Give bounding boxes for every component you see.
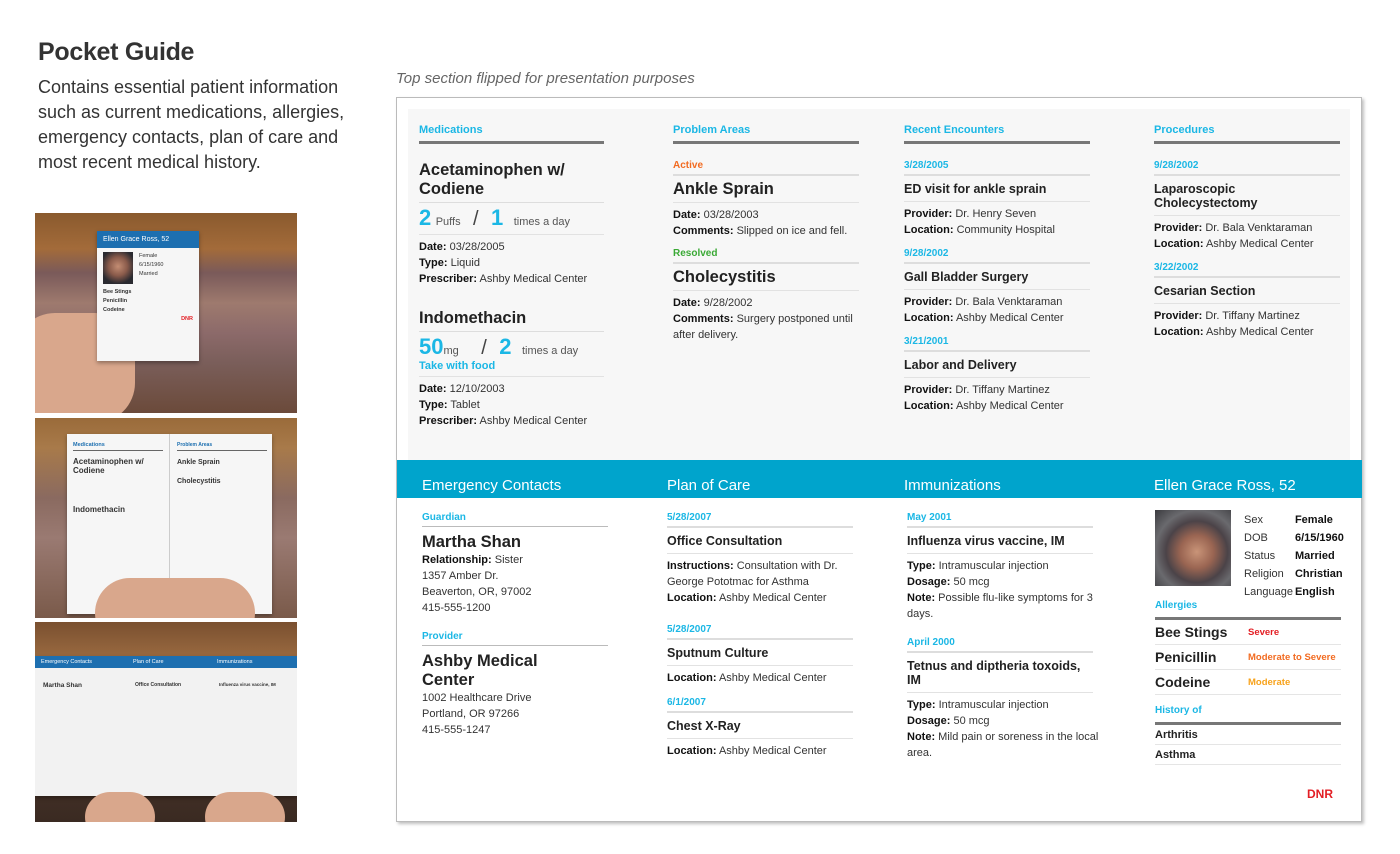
problem-item (673, 160, 859, 239)
photo-unfolded-card (35, 622, 297, 822)
encounter-item (904, 336, 1090, 414)
problem-areas-column (673, 124, 859, 343)
dose-frequency: 2 (499, 334, 512, 359)
attr-value: 6/15/1960 (1294, 532, 1344, 544)
immunization-item (907, 512, 1093, 622)
location-label: Location: (667, 592, 717, 604)
mini-attr: 6/15/1960 (139, 262, 164, 268)
guardian-phone: 415-555-1200 (422, 602, 491, 614)
immunization-item (907, 637, 1099, 761)
encounter-date: 3/21/2001 (904, 336, 1090, 352)
patient-column (1155, 510, 1344, 765)
prescriber-value: Ashby Medical Center (479, 415, 588, 427)
immunization-date: May 2001 (907, 512, 1093, 528)
immunizations-heading: Immunizations (904, 477, 1001, 494)
location-label: Location: (667, 745, 717, 757)
plan-of-care-column (667, 512, 853, 759)
mini-med-heading: Medications (73, 442, 163, 451)
attr-key: Status (1244, 550, 1276, 562)
attr-key: Religion (1244, 568, 1284, 580)
relationship-value: Sister (494, 554, 523, 566)
attr-value: Christian (1294, 568, 1343, 580)
immunization-name: Tetnus and diptheria toxoids, IM (907, 653, 1093, 693)
location-label: Location: (904, 400, 954, 412)
history-item: Arthritis (1155, 725, 1341, 745)
medication-type (419, 397, 604, 413)
provider-city: Portland, OR 97266 (422, 708, 520, 720)
dose-frequency: 1 (491, 205, 504, 230)
mini-allergy: Bee Stings (103, 289, 132, 295)
provider-value: Dr. Bala Venktaraman (1205, 222, 1313, 234)
immunization-name: Influenza virus vaccine, IM (907, 528, 1093, 554)
allergy-name: Penicillin (1155, 649, 1217, 665)
history-item: Asthma (1155, 745, 1341, 765)
problem-item (673, 248, 859, 343)
comments-label: Comments: (673, 313, 734, 325)
pocket-guide-spread (396, 97, 1362, 822)
provider-address: 1002 Healthcare Drive (422, 692, 532, 704)
attr-row (1244, 512, 1344, 528)
dose-unit: mg (443, 345, 459, 357)
comments-value: Slipped on ice and fell. (736, 225, 848, 237)
problem-status-active: Active (673, 160, 859, 176)
date-value: 9/28/2002 (703, 297, 753, 309)
provider-value: Dr. Bala Venktaraman (955, 296, 1063, 308)
problem-name: Cholecystitis (673, 264, 859, 291)
plan-name: Chest X-Ray (667, 713, 853, 739)
type-label: Type: (907, 560, 936, 572)
allergy-name: Codeine (1155, 674, 1211, 690)
date-label: Date: (419, 241, 447, 253)
date-label: Date: (419, 383, 447, 395)
allergy-severity-severe: Severe (1248, 626, 1280, 638)
immunization-date: April 2000 (907, 637, 1093, 653)
mini-problem-name: Cholecystitis (177, 478, 221, 485)
allergy-name: Bee Stings (1155, 624, 1228, 640)
location-label: Location: (904, 224, 954, 236)
medication-name: Acetaminophen w/ Codiene (419, 157, 604, 203)
prescriber-value: Ashby Medical Center (479, 273, 588, 285)
location-value: Ashby Medical Center (1205, 326, 1314, 338)
mini-patient-photo (103, 252, 133, 284)
type-value: Tablet (450, 399, 480, 411)
location-label: Location: (1154, 326, 1204, 338)
problem-name: Ankle Sprain (673, 176, 859, 203)
encounter-item (904, 160, 1090, 238)
procedures-column (1154, 124, 1340, 340)
plan-name: Office Consultation (667, 528, 853, 554)
location-value: Ashby Medical Center (718, 592, 827, 604)
emergency-contacts-column (422, 512, 608, 738)
type-value: Intramuscular injection (938, 560, 1049, 572)
procedure-date: 3/22/2002 (1154, 262, 1340, 278)
medication-date (419, 239, 604, 255)
medication-prescriber (419, 271, 604, 287)
mini-med-name: Acetaminophen w/ Codiene (73, 457, 144, 475)
location-value: Ashby Medical Center (955, 400, 1064, 412)
note-value: Mild pain or soreness in the local area. (907, 731, 1099, 759)
type-label: Type: (907, 699, 936, 711)
patient-attributes (1242, 510, 1346, 602)
medication-dosage (419, 203, 604, 235)
comments-value: Surgery postponed until after delivery. (673, 313, 853, 341)
hand-shape (85, 792, 155, 822)
location-label: Location: (904, 312, 954, 324)
mini-card-front (97, 231, 199, 361)
medication-prescriber (419, 413, 604, 429)
provider-value: Dr. Tiffany Martinez (955, 384, 1050, 396)
dose-frequency-label: times a day (521, 345, 579, 357)
allergy-severity-moderate-to-severe: Moderate to Severe (1248, 651, 1336, 663)
photo-closed-card (35, 213, 297, 413)
attr-key: Language (1244, 586, 1293, 598)
encounter-name: ED visit for ankle sprain (904, 176, 1090, 202)
mini-band-right: Immunizations (217, 659, 253, 665)
mini-plan-name: Office Consultation (135, 682, 182, 688)
intro-description: Contains essential patient information such as current medications, allergies, emergency contacts, plan of care and most recent medical history. (38, 77, 345, 172)
mini-imm-name: Influenza virus vaccine, IM (219, 682, 276, 687)
encounter-date: 3/28/2005 (904, 160, 1090, 176)
instructions-value: Consultation with Dr. George Pototmac for Asthma (667, 560, 838, 588)
plan-date: 5/28/2007 (667, 624, 853, 640)
attr-row (1244, 530, 1344, 546)
dosage-label: Dosage: (907, 715, 951, 727)
provider-label: Provider: (904, 208, 953, 220)
location-label: Location: (667, 672, 717, 684)
location-value: Ashby Medical Center (718, 745, 827, 757)
mini-allergy: Codeine (103, 307, 125, 313)
provider-label: Provider: (904, 384, 953, 396)
dosage-value: 50 mcg (953, 715, 990, 727)
mini-med-name: Indomethacin (73, 505, 126, 514)
allergy-row (1155, 645, 1341, 670)
type-label: Type: (419, 257, 448, 269)
plan-of-care-heading: Plan of Care (667, 477, 751, 494)
procedure-item (1154, 160, 1340, 252)
location-value: Ashby Medical Center (955, 312, 1064, 324)
procedures-heading: Procedures (1154, 124, 1340, 144)
dose-amount: 50 (419, 334, 444, 359)
note-value: Possible flu-like symptoms for 3 days. (907, 592, 1093, 620)
relationship-label: Relationship: (422, 554, 492, 566)
mini-attr: Female (139, 253, 158, 259)
provider-value: Dr. Henry Seven (955, 208, 1037, 220)
immunizations-column (907, 512, 1099, 761)
patient-photo (1155, 510, 1231, 586)
dose-unit: Puffs (435, 216, 461, 228)
dose-separator: / (481, 337, 487, 359)
mini-card-unfolded (35, 656, 297, 796)
mini-band-left: Emergency Contacts (41, 659, 93, 665)
mini-problem-heading: Problem Areas (177, 442, 267, 451)
allergies-heading: Allergies (1155, 600, 1341, 620)
provider-label: Provider: (1154, 222, 1203, 234)
page-title: Pocket Guide (38, 38, 195, 66)
attr-row (1244, 566, 1344, 582)
procedure-name: Cesarian Section (1154, 278, 1340, 304)
plan-date: 5/28/2007 (667, 512, 853, 528)
history-heading: History of (1155, 705, 1341, 725)
section-band (397, 460, 1362, 498)
medication-dosage (419, 332, 604, 360)
recent-encounters-heading: Recent Encounters (904, 124, 1090, 144)
attr-value: English (1294, 586, 1335, 598)
allergy-severity-moderate: Moderate (1248, 676, 1291, 688)
encounter-name: Labor and Delivery (904, 352, 1090, 378)
allergy-row (1155, 620, 1341, 645)
dosage-label: Dosage: (907, 576, 951, 588)
provider-value: Dr. Tiffany Martinez (1205, 310, 1300, 322)
mini-problem-name: Ankle Sprain (177, 459, 220, 466)
instructions-label: Instructions: (667, 560, 734, 572)
plan-name: Sputnum Culture (667, 640, 853, 666)
type-value: Liquid (450, 257, 480, 269)
mini-contact-name: Martha Shan (43, 682, 83, 689)
mini-band-mid: Plan of Care (133, 659, 164, 665)
location-value: Ashby Medical Center (718, 672, 827, 684)
location-label: Location: (1154, 238, 1204, 250)
mini-allergy: Penicillin (103, 298, 128, 304)
mini-card-title: Ellen Grace Ross, 52 (97, 231, 199, 248)
procedure-name: Laparoscopic Cholecystectomy (1154, 176, 1340, 216)
plan-item (667, 697, 853, 759)
attr-value: Married (1294, 550, 1335, 562)
patient-name-heading: Ellen Grace Ross, 52 (1154, 477, 1296, 494)
medications-heading: Medications (419, 124, 604, 144)
allergy-row (1155, 670, 1341, 695)
type-value: Intramuscular injection (938, 699, 1049, 711)
plan-date: 6/1/2007 (667, 697, 853, 713)
location-value: Community Hospital (956, 224, 1055, 236)
guardian-city: Beaverton, OR, 97002 (422, 586, 532, 598)
date-value: 03/28/2003 (703, 209, 759, 221)
dose-separator: / (473, 208, 479, 230)
provider-label: Provider (422, 631, 608, 646)
dosage-value: 50 mcg (953, 576, 990, 588)
prescriber-label: Prescriber: (419, 273, 478, 285)
medication-item (419, 157, 604, 287)
attr-value: Female (1294, 514, 1333, 526)
emergency-contacts-heading: Emergency Contacts (422, 477, 562, 494)
encounter-name: Gall Bladder Surgery (904, 264, 1090, 290)
dose-amount: 2 (419, 205, 432, 230)
date-value: 03/28/2005 (449, 241, 505, 253)
problem-status-resolved: Resolved (673, 248, 859, 264)
date-value: 12/10/2003 (449, 383, 505, 395)
medication-note: Take with food (419, 360, 604, 377)
date-label: Date: (673, 297, 701, 309)
note-label: Note: (907, 592, 936, 604)
provider-name: Ashby Medical Center (422, 652, 538, 689)
encounter-item (904, 248, 1090, 326)
encounter-date: 9/28/2002 (904, 248, 1090, 264)
procedure-date: 9/28/2002 (1154, 160, 1340, 176)
dose-frequency-label: times a day (513, 216, 570, 228)
provider-label: Provider: (1154, 310, 1203, 322)
guardian-address: 1357 Amber Dr. (422, 570, 499, 582)
date-label: Date: (673, 209, 701, 221)
note-label: Note: (907, 731, 936, 743)
medications-column (419, 124, 604, 429)
mini-attr: Married (139, 271, 158, 277)
photo-open-card (35, 418, 297, 618)
attr-key: DOB (1244, 532, 1268, 544)
recent-encounters-column (904, 124, 1090, 414)
hand-shape (95, 578, 255, 618)
attr-row (1244, 584, 1344, 600)
procedure-item (1154, 262, 1340, 340)
guardian-name: Martha Shan (422, 533, 522, 551)
problem-areas-heading: Problem Areas (673, 124, 859, 144)
attr-row (1244, 548, 1344, 564)
hand-shape (205, 792, 285, 822)
dnr-badge: DNR (1307, 787, 1333, 801)
comments-label: Comments: (673, 225, 734, 237)
provider-label: Provider: (904, 296, 953, 308)
attr-key: Sex (1244, 514, 1263, 526)
provider-phone: 415-555-1247 (422, 724, 491, 736)
mini-dnr: DNR (181, 316, 193, 322)
plan-item (667, 624, 853, 686)
presentation-caption: Top section flipped for presentation purposes (396, 70, 695, 87)
medication-item (419, 305, 604, 429)
prescriber-label: Prescriber: (419, 415, 478, 427)
medication-date (419, 381, 604, 397)
plan-item (667, 512, 853, 606)
type-label: Type: (419, 399, 448, 411)
medication-type (419, 255, 604, 271)
medication-name: Indomethacin (419, 305, 604, 332)
location-value: Ashby Medical Center (1205, 238, 1314, 250)
guardian-label: Guardian (422, 512, 608, 527)
